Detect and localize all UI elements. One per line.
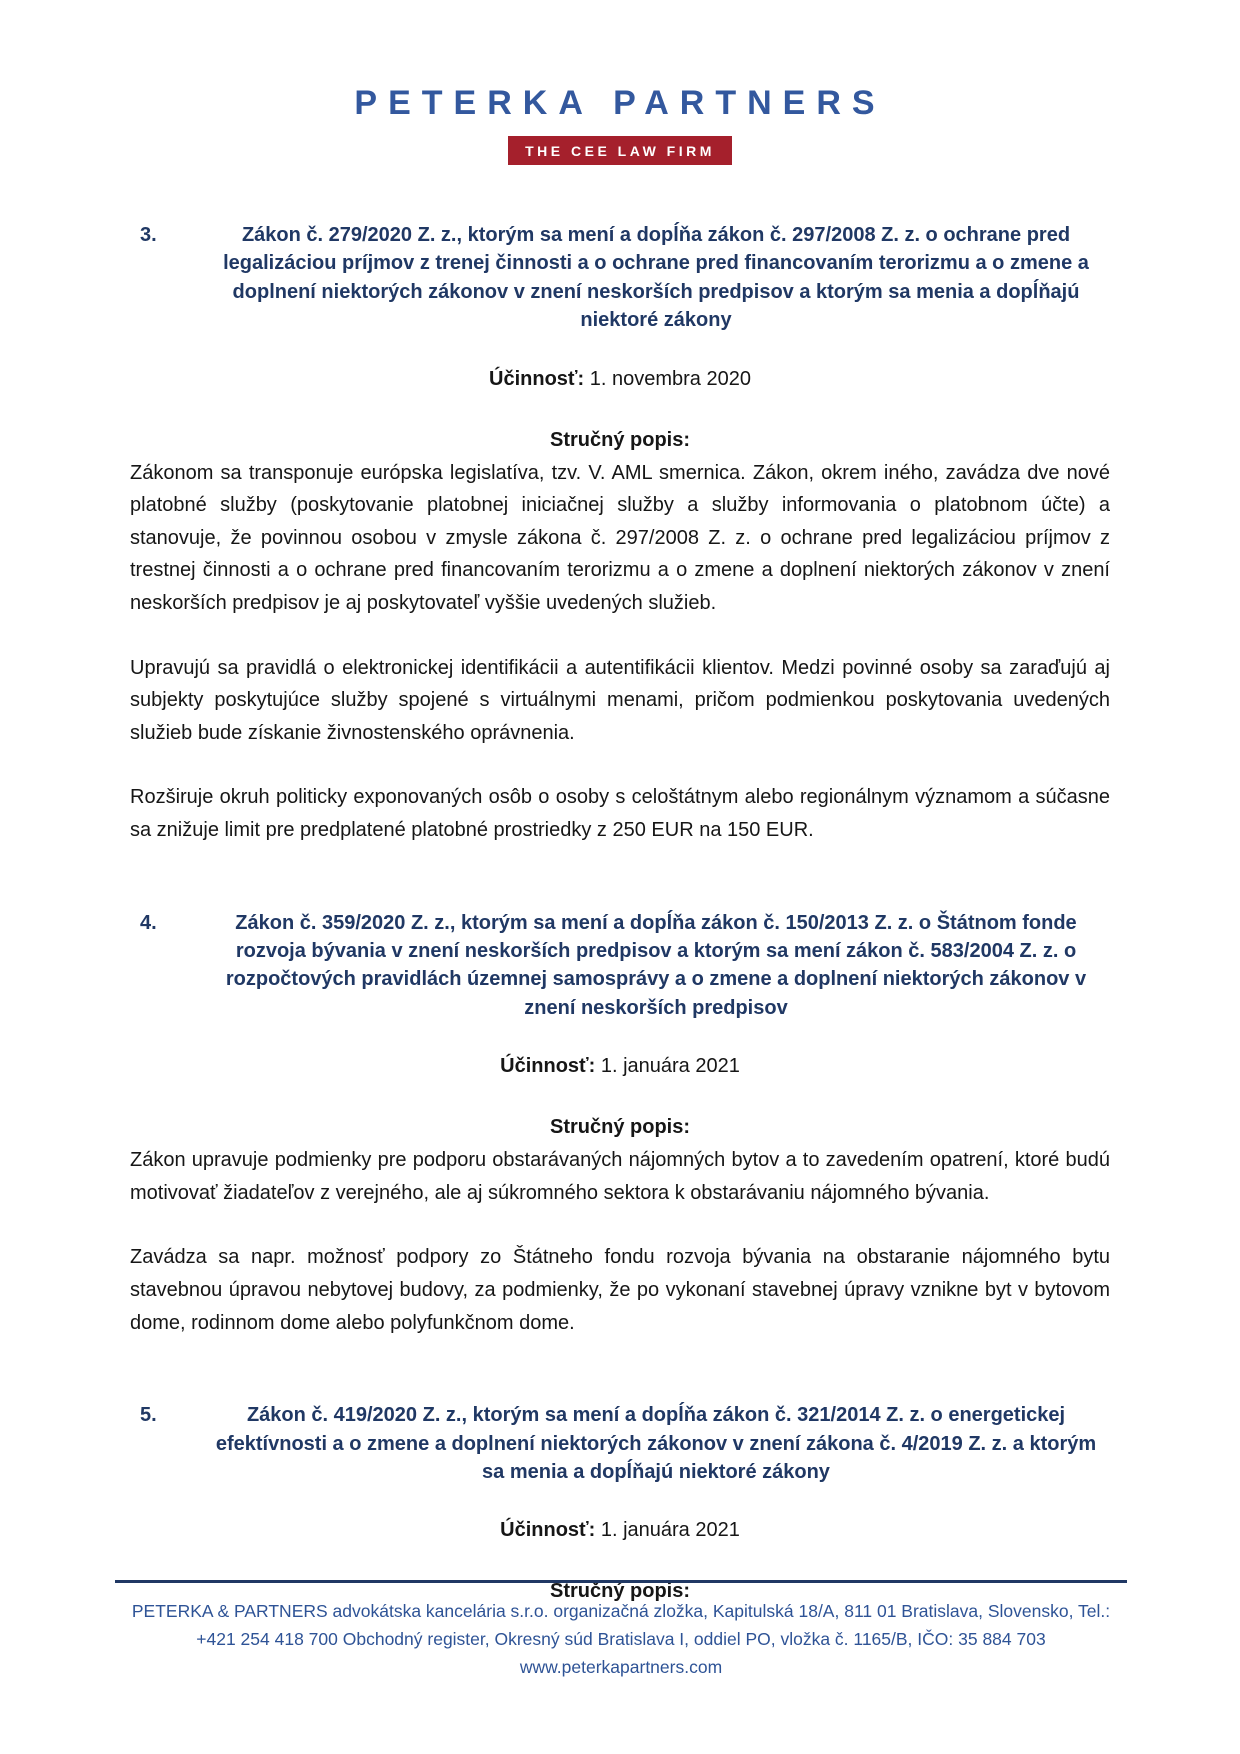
summary-paragraph: Upravujú sa pravidlá o elektronickej identifikácii a autentifikácii klientov. Medzi povinné osoby sa zaraďujú aj subjekty poskytujúce služby spojené s virtuálnymi menami, pričom podmienkou poskytovania uvedených služieb bude získanie živnostenského oprávnenia. (130, 656, 1110, 744)
footer-url: www.peterkapartners.com (519, 1657, 723, 1677)
summary-label: Stručný popis: (549, 1580, 690, 1603)
effective-date-value: 1. januára 2021 (600, 1519, 740, 1542)
summary-label: Stručný popis: (549, 428, 690, 451)
law-title-text: Zákon č. 359/2020 Z. z., ktorým sa mení a dopĺňa zákon č. 150/2013 Z. z. o Štátnom fonde rozvoja bývania v znení neskorších predpisov a ktorým sa mení zákon č. 583/2004 Z. z. o rozpočtových pravidlách územnej samosprávy a o zmene a doplnení niektorých zákonov v znení neskorších predpisov (225, 911, 1087, 1019)
effective-date-value: 1. januára 2021 (600, 1055, 740, 1078)
effective-date-line (130, 364, 1110, 394)
summary-paragraph: Zavádza sa napr. možnosť podpory zo Štátneho fondu rozvoja bývania na obstaranie nájomného bytu stavebnou úpravou nebytovej budovy, za podmienky, že po vykonaní stavebnej úpravy vznikne byt v bytovom dome, rodinnom dome alebo polyfunkčnom dome. (130, 1246, 1110, 1334)
law-section-4 (130, 909, 1110, 1340)
law-number: 4. (140, 911, 157, 934)
law-number: 5. (140, 1404, 157, 1427)
law-title-text: Zákon č. 279/2020 Z. z., ktorým sa mení a dopĺňa zákon č. 297/2008 Z. z. o ochrane pred legalizáciou príjmov z trenej činnosti a o ochrane pred financovaním terorizmu a o zmene a doplnení niektorých zákonov v znení neskorších predpisov a ktorým sa menia a dopĺňajú niektoré zákony (223, 224, 1089, 332)
effective-date-label: Účinnosť: (489, 367, 585, 390)
law-title (130, 1401, 1110, 1486)
footer-address-line: PETERKA & PARTNERS advokátska kancelária s.r.o. organizačná zložka, Kapitulská 18/A, 811 01 Bratislava, Slovensko, Tel.: (131, 1601, 1111, 1621)
summary-paragraph: Rozširuje okruh politicky exponovaných osôb o osoby s celoštátnym alebo regionálnym významom a súčasne sa znižuje limit pre predplatené platobné prostriedky z 250 EUR na 150 EUR. (130, 786, 1110, 841)
logo-tagline-banner: THE CEE LAW FIRM (508, 136, 732, 165)
page-footer (115, 1580, 1127, 1681)
law-section-5 (130, 1401, 1110, 1606)
law-section-3 (130, 221, 1110, 847)
firm-logo (130, 84, 1110, 165)
effective-date-label: Účinnosť: (500, 1055, 596, 1078)
logo-wordmark: PETERKA PARTNERS (354, 84, 886, 122)
law-title (130, 909, 1110, 1023)
law-title-text: Zákon č. 419/2020 Z. z., ktorým sa mení a dopĺňa zákon č. 321/2014 Z. z. o energetickej efektívnosti a o zmene a doplnení niektorých zákonov v znení zákona č. 4/2019 Z. z. a ktorým sa menia a dopĺňajú niektoré zákony (215, 1404, 1097, 1483)
effective-date-label: Účinnosť: (500, 1519, 596, 1542)
law-title (130, 221, 1110, 335)
summary-paragraph: Zákon upravuje podmienky pre podporu obstarávaných nájomných bytov a to zavedením opatrení, ktoré budú motivovať žiadateľov z verejného, ale aj súkromného sektora k obstarávaniu nájomného bývania. (130, 1149, 1110, 1204)
effective-date-line (130, 1515, 1110, 1545)
summary-label: Stručný popis: (549, 1116, 690, 1139)
effective-date-value: 1. novembra 2020 (589, 367, 751, 390)
summary-paragraph: Zákonom sa transponuje európska legislatíva, tzv. V. AML smernica. Zákon, okrem iného, zavádza dve nové platobné služby (poskytovanie platobnej iniciačnej služby a služby informovania o platobnom účte) a stanovuje, že povinnou osobou v zmysle zákona č. 297/2008 Z. z. o ochrane pred legalizáciou príjmov z trestnej činnosti a o ochrane pred financovaním terorizmu a o zmene a doplnení niektorých zákonov v znení neskorších predpisov je aj poskytovateľ vyššie uvedených služieb. (130, 461, 1110, 615)
law-number: 3. (140, 224, 157, 247)
footer-registry-line: +421 254 418 700 Obchodný register, Okresný súd Bratislava I, oddiel PO, vložka č. 1165/B, IČO: 35 884 703 (196, 1629, 1046, 1649)
effective-date-line (130, 1051, 1110, 1081)
